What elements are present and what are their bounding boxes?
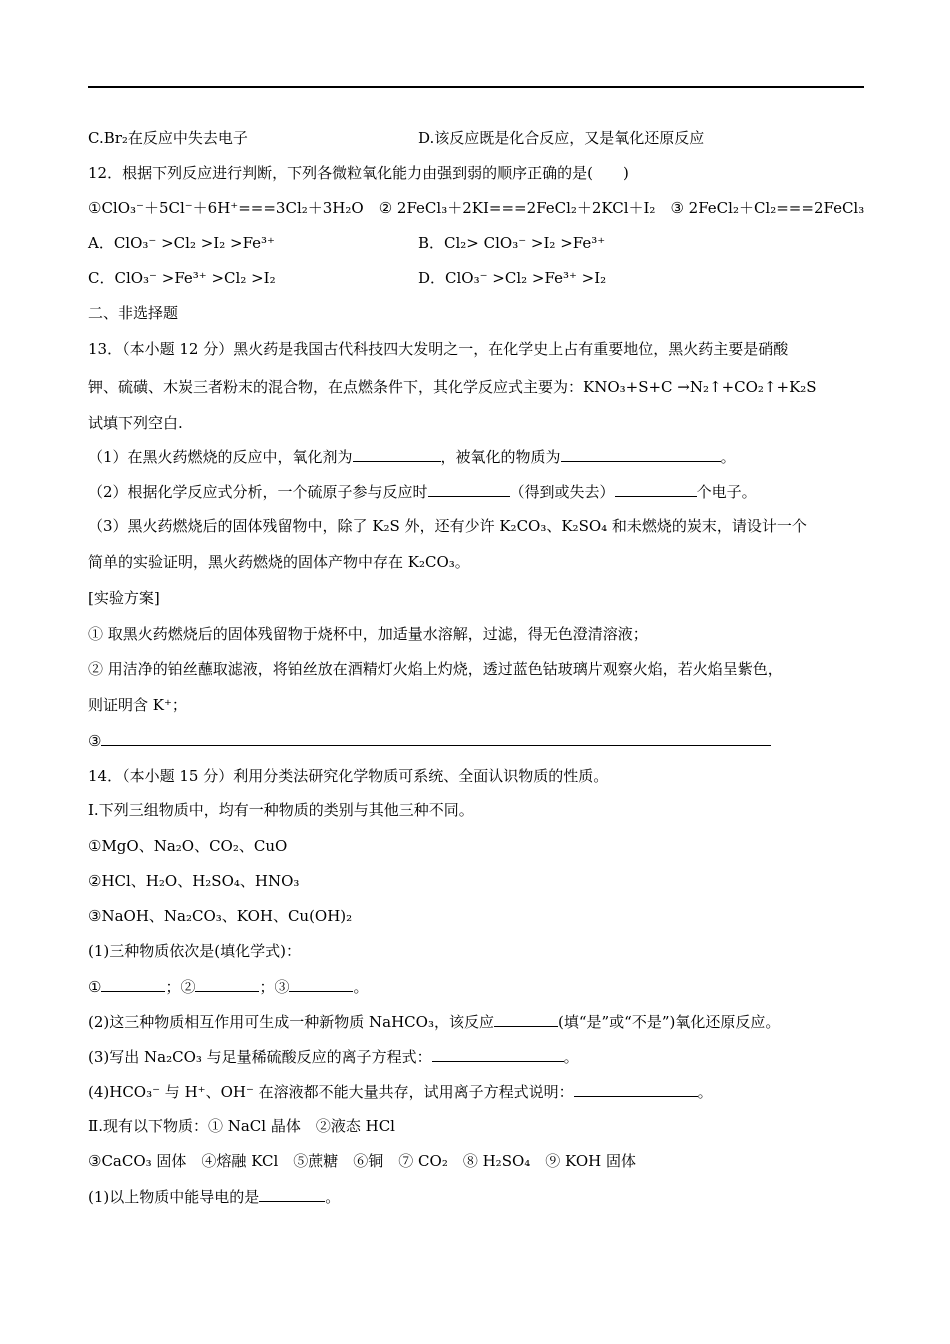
- q14-group1: ①MgO、Na₂O、CO₂、CuO: [88, 837, 288, 855]
- answer-blank[interactable]: [353, 447, 441, 462]
- q13-step1: ① 取黑火药燃烧后的固体残留物于烧杯中，加适量水溶解，过滤，得无色澄清溶液；: [88, 625, 648, 643]
- q12-option-d: D．ClO₃⁻ >Cl₂ >Fe³⁺ >I₂: [418, 269, 607, 287]
- answer-blank[interactable]: [101, 977, 165, 992]
- answer-blank[interactable]: [574, 1082, 698, 1097]
- answer-blank[interactable]: [259, 1187, 325, 1202]
- q14-part-ii: Ⅱ.现有以下物质：① NaCl 晶体 ②液态 HCl: [88, 1117, 395, 1135]
- q13-stem-line2: 钾、硫磺、木炭三者粉末的混合物，在点燃条件下，其化学反应式主要为：KNO₃+S+C →N₂↑+CO₂↑+K₂S: [88, 378, 817, 396]
- q14-q3: (3)写出 Na₂CO₃ 与足量稀硫酸反应的离子方程式： 。: [88, 1048, 579, 1066]
- q12-stem: 12．根据下列反应进行判断，下列各微粒氧化能力由强到弱的顺序正确的是( ): [88, 164, 629, 182]
- q11-option-c: C.Br₂在反应中失去电子: [88, 129, 248, 147]
- q13-plan-label: [实验方案]: [88, 589, 160, 607]
- q13-step3: ③: [88, 731, 771, 750]
- q14-stem: 14．（本小题 15 分）利用分类法研究化学物质可系统、全面认识物质的性质。: [88, 767, 609, 785]
- q13-stem-line3: 试填下列空白.: [88, 414, 183, 432]
- q11-option-d: D.该反应既是化合反应，又是氧化还原反应: [418, 129, 705, 147]
- answer-blank[interactable]: [289, 977, 353, 992]
- q12-option-c: C．ClO₃⁻ >Fe³⁺ >Cl₂ >I₂: [88, 269, 276, 287]
- header-rule: [88, 86, 864, 88]
- answer-blank[interactable]: [195, 977, 259, 992]
- q14-q4: (4)HCO₃⁻ 与 H⁺、OH⁻ 在溶液都不能大量共存，试用离子方程式说明： 。: [88, 1083, 713, 1101]
- q14-q1: (1)三种物质依次是(填化学式)：: [88, 942, 301, 960]
- q13-step2-line2: 则证明含 K⁺；: [88, 696, 187, 714]
- answer-blank[interactable]: [494, 1012, 558, 1027]
- q13-part3-line2: 简单的实验证明，黑火药燃烧的固体产物中存在 K₂CO₃。: [88, 553, 470, 571]
- answer-blank[interactable]: [101, 731, 771, 746]
- q12-reactions: ①ClO₃⁻＋5Cl⁻＋6H⁺===3Cl₂＋3H₂O ② 2FeCl₃＋2KI===2FeCl₂＋2KCl＋I₂ ③ 2FeCl₂＋Cl₂===2FeCl₃: [88, 199, 865, 217]
- answer-blank[interactable]: [615, 482, 697, 497]
- q13-step2-line1: ② 用洁净的铂丝蘸取滤液，将铂丝放在酒精灯火焰上灼烧，透过蓝色钴玻璃片观察火焰，若火焰呈紫色，: [88, 660, 783, 678]
- q14-q2: (2)这三种物质相互作用可生成一种新物质 NaHCO₃，该反应 (填“是”或“不是”)氧化还原反应。: [88, 1013, 781, 1031]
- q14-part-i: Ⅰ.下列三组物质中，均有一种物质的类别与其他三种不同。: [88, 801, 474, 819]
- q14-group2: ②HCl、H₂O、H₂SO₄、HNO₃: [88, 872, 300, 890]
- q13-part3-line1: （3）黑火药燃烧后的固体残留物中，除了 K₂S 外，还有少许 K₂CO₃、K₂SO₄ 和未燃烧的炭末，请设计一个: [88, 517, 807, 535]
- q14-group3: ③NaOH、Na₂CO₃、KOH、Cu(OH)₂: [88, 907, 353, 925]
- q14-q1-answers: ① ；② ；③ 。: [88, 978, 369, 996]
- q14-part-ii-q1: (1)以上物质中能导电的是 。: [88, 1188, 341, 1206]
- q13-stem-line1: 13．（本小题 12 分）黑火药是我国古代科技四大发明之一，在化学史上占有重要地位，黑火药主要是硝酸: [88, 340, 789, 358]
- answer-blank[interactable]: [428, 482, 510, 497]
- q12-option-b: B．Cl₂> ClO₃⁻ >I₂ >Fe³⁺: [418, 234, 606, 252]
- q13-part1: （1）在黑火药燃烧的反应中，氧化剂为 ，被氧化的物质为 。: [88, 448, 736, 466]
- answer-blank[interactable]: [561, 447, 721, 462]
- q14-part-ii-list: ③CaCO₃ 固体 ④熔融 KCl ⑤蔗糖 ⑥铜 ⑦ CO₂ ⑧ H₂SO₄ ⑨ KOH 固体: [88, 1152, 636, 1170]
- q12-option-a: A．ClO₃⁻ >Cl₂ >I₂ >Fe³⁺: [88, 234, 275, 252]
- q13-part2: （2）根据化学反应式分析，一个硫原子参与反应时 （得到或失去） 个电子。: [88, 483, 757, 501]
- section-heading: 二、非选择题: [88, 304, 179, 322]
- answer-blank[interactable]: [432, 1047, 564, 1062]
